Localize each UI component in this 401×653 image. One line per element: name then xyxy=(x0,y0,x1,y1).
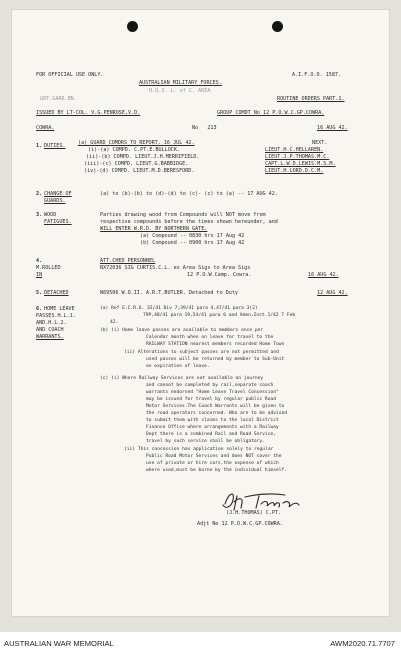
item-line: (i)-(a) COMPD. C.PT.E.BULLOCK. xyxy=(88,147,181,153)
paragraph-line: travel by such service shall be obligatory. xyxy=(146,439,265,444)
paragraph-line: Calendar month when on leave for travel to the xyxy=(146,335,274,340)
next-label: NEXT. xyxy=(312,140,328,146)
item-number: 6. xyxy=(36,306,43,312)
paragraph-line: Finance Office where arrangements with a Railway xyxy=(146,425,279,430)
item-title-line: PASSES.H.L.1. xyxy=(36,313,76,319)
paragraph-line: used passes will be returned by member to Sub-Unit xyxy=(146,357,285,362)
paragraph-line: Dept there is a combined Rail and Road Service, xyxy=(146,432,276,437)
group-commandant: GROUP COMDT No 12 P.O.W.C.GP.COWRA. xyxy=(217,110,325,116)
paragraph-line: may be issued for travel by regular public Road xyxy=(146,397,276,402)
paragraph-line: warrants endorsed "Home Leave Travel Concession" xyxy=(146,390,279,395)
paragraph-line: and cannot be completed by rail,separate coach xyxy=(146,383,274,388)
item-line: NX72036 SIG CURTIS.C.L. ex Area Sigs to Area Sigs xyxy=(100,265,251,271)
item-line: Parties drawing wood from Compounds will NOT move from xyxy=(100,212,266,218)
force-heading: AUSTRALIAN MILITARY FORCES. xyxy=(139,80,222,86)
item-line: (b) Compound -- 0900 hrs 17 Aug 42 xyxy=(140,240,245,246)
item-title: M.ROLLED xyxy=(36,265,61,271)
footer-accession: AWM2020.71.7707 xyxy=(330,639,395,648)
paragraph-line: (c) (i) Where Railway Services are not available on journey xyxy=(100,376,264,381)
routine-orders: ROUTINE ORDERS PART.1. xyxy=(277,96,345,102)
issued-by: ISSUED BY LT-COL. V.G.PENROSE,V.D. xyxy=(36,110,141,116)
item-line: WILL ENTER W.R.D. BY NORTHERN GATE. xyxy=(100,226,208,232)
next-officer: LIEUT.H.LORD.D.C.M. xyxy=(265,168,324,174)
next-officer: CAPT.L.W.D.LEWIS.M.S.M. xyxy=(265,161,336,167)
order-number: No 213 xyxy=(192,125,217,131)
item-title-2: IN xyxy=(36,272,43,278)
item-number: 5. xyxy=(36,290,43,296)
order-date: 16 AUG 42. xyxy=(317,125,348,131)
punch-hole-right xyxy=(272,21,283,32)
item-line: respective compounds before the times shown hereunder, and xyxy=(100,219,278,225)
paragraph-line: use of private or hire cars,the expense of which xyxy=(146,461,279,466)
sub-heading: H.Q.3. L. of C. AREA xyxy=(149,88,211,94)
item-date: 12 AUG 42. xyxy=(317,290,348,296)
item-number: 2. xyxy=(36,191,43,197)
paragraph-line: Motor Services.The Coach Warrants will be given to xyxy=(146,404,285,409)
item-title-line: WARRANTS. xyxy=(36,334,64,340)
item-title-line: AND COACH xyxy=(36,327,64,333)
signatory-title: Adjt No 12 P.O.W.C.GP.COWRA. xyxy=(197,521,283,527)
item-line: N69506 W.O.II. A.R.T.BUTLER. Detached to Duty xyxy=(100,290,239,296)
item-title: WOOD xyxy=(44,212,57,218)
item-line: 12 P.O.W.Camp. Cowra. xyxy=(187,272,252,278)
item-number: 4. xyxy=(36,258,43,264)
footer-institution: AUSTRALIAN WAR MEMORIAL xyxy=(4,639,114,648)
item-title-2: GUARDS. xyxy=(44,198,66,204)
reference-line: (a) Ref E.C.R.O. 32/41 Div 7;39/41 para 4,47/41 para 3(2) xyxy=(100,306,258,311)
paragraph-line: to submit them with claims to the local District xyxy=(146,418,279,423)
classification: FOR OFFICIAL USE ONLY. xyxy=(36,72,104,78)
item-line: (ii)-(b) COMPD. LIEUT.J.H.MERRIFIELD. xyxy=(86,154,200,160)
paragraph-line: RAILWAY STATION nearest members recorded Home Town xyxy=(146,342,285,347)
unit-label: GRT.GARR.BN. xyxy=(40,96,77,102)
svg-text:JH Thomas: JH Thomas xyxy=(219,488,225,489)
paragraph-line: (b) (i) Home leave passes are available to members once per xyxy=(100,328,264,333)
reference-number: A.I.F.O.O. 1587. xyxy=(292,72,342,78)
reference-line: 79P,48/41 para 19,54/41 para 6 and Amen,Inst.1/42 7 Feb xyxy=(143,313,296,318)
item-number: 3. xyxy=(36,212,43,218)
archive-footer xyxy=(0,632,401,653)
next-officer: LIEUT.H.C.HELLAREN. xyxy=(265,147,324,153)
handwritten-signature xyxy=(219,488,303,512)
item-line: (a) Compound -- 0830 hrs 17 Aug 42 xyxy=(140,233,245,239)
item-line: (iv)-(d) COMPD. LIEUT.M.D.BERESFORD. xyxy=(84,168,195,174)
punch-hole-left xyxy=(127,21,138,32)
item-number: 1. xyxy=(36,143,43,149)
item-title: CHANGE OF xyxy=(44,191,72,197)
document-page xyxy=(12,10,389,616)
item-title: HOME LEAVE xyxy=(44,306,75,312)
paragraph-line: Public Road Motor Services and does NOT cover the xyxy=(146,454,282,459)
item-line: (a) GUARD COMDRS TO REPORT. 16 JUL 42. xyxy=(78,140,195,146)
item-title: DUTIES. xyxy=(44,143,66,149)
paragraph-line: on expiration of leave. xyxy=(146,364,210,369)
item-line: ATT.CHED PERSONNEL xyxy=(100,258,156,264)
item-line: (iii)-(c) COMPD. LIEUT.G.BABBIDGE. xyxy=(84,161,189,167)
paragraph-line: the road operators concerned. Who are to be advised xyxy=(146,411,288,416)
next-officer: LIEUT.J.P.THOMAS.M.C. xyxy=(265,154,330,160)
paragraph-line: (ii) Alterations to subject passes are not permitted and xyxy=(124,350,279,355)
item-title: DETACHED xyxy=(44,290,69,296)
reference-line: 42. xyxy=(110,320,119,325)
paragraph-line: (ii) This concession has application solely to regular xyxy=(124,447,274,452)
item-date: 16 AUG 42. xyxy=(308,272,339,278)
item-title-line: AND.H.L.2. xyxy=(36,320,67,326)
signatory-name: (J.H.THOMAS) C.PT. xyxy=(226,510,282,516)
item-line: (a) to (b)-(b) to (d)-(d) to (c)- (c) to (a) -- 17 AUG 42. xyxy=(100,191,278,197)
place: COWRA. xyxy=(36,125,55,131)
paragraph-line: where used,must be borne by the individual himself. xyxy=(146,468,288,473)
item-title-2: FATIGUES. xyxy=(44,219,72,225)
